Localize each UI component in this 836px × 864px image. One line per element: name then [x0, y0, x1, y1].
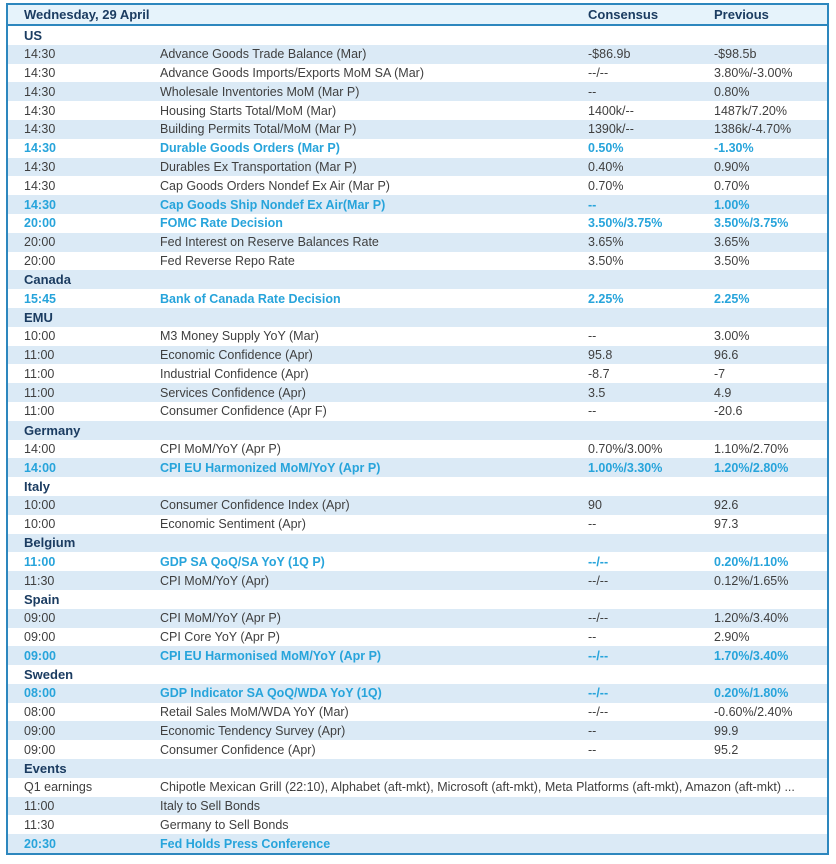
consensus-cell: 90 [588, 498, 602, 513]
consensus-cell: 0.70%/3.00% [588, 441, 663, 456]
table-row [8, 684, 827, 703]
consensus-cell: --/-- [588, 686, 609, 701]
consensus-header: Consensus [588, 7, 659, 22]
table-row [8, 120, 827, 139]
economic-calendar-table [6, 3, 829, 855]
section-header-row [8, 26, 827, 45]
section-header-row [8, 534, 827, 553]
table-row [8, 252, 827, 271]
time-cell: 11:00 [24, 404, 55, 419]
time-cell: 11:00 [24, 366, 55, 381]
consensus-cell: -$86.9b [588, 47, 631, 62]
section-name: Sweden [24, 666, 74, 682]
table-row [8, 609, 827, 628]
event-cell: Fed Interest on Reserve Balances Rate [160, 235, 379, 250]
event-cell: Durable Goods Orders (Mar P) [160, 141, 340, 156]
event-cell: Services Confidence (Apr) [160, 385, 306, 400]
consensus-cell: --/-- [588, 705, 609, 720]
previous-cell: 1487k/7.20% [714, 103, 787, 118]
event-cell: Cap Goods Orders Nondef Ex Air (Mar P) [160, 178, 390, 193]
consensus-cell: -- [588, 84, 597, 99]
event-cell: Advance Goods Imports/Exports MoM SA (Mar) [160, 65, 424, 80]
table-row [8, 815, 827, 834]
previous-cell: 1.00% [714, 197, 750, 212]
time-cell: 10:00 [24, 329, 56, 344]
consensus-cell: -- [588, 742, 597, 757]
table-header-row [8, 5, 827, 26]
table-row [8, 82, 827, 101]
time-cell: 08:00 [24, 686, 56, 701]
section-name: EMU [24, 309, 53, 325]
previous-cell: 0.90% [714, 159, 750, 174]
consensus-cell: 2.25% [588, 291, 624, 306]
event-cell: Industrial Confidence (Apr) [160, 366, 309, 381]
event-cell: CPI MoM/YoY (Apr) [160, 573, 270, 588]
table-row [8, 289, 827, 308]
table-row [8, 797, 827, 816]
consensus-cell: 3.65% [588, 235, 624, 250]
time-cell: 20:30 [24, 836, 56, 851]
time-cell: 14:30 [24, 65, 56, 80]
time-cell: 20:00 [24, 253, 56, 268]
time-cell: 09:00 [24, 611, 56, 626]
table-row [8, 703, 827, 722]
consensus-cell: -- [588, 329, 597, 344]
previous-cell: 3.00% [714, 329, 750, 344]
event-cell: Consumer Confidence (Apr) [160, 742, 316, 757]
consensus-cell: --/-- [588, 611, 609, 626]
consensus-cell: -8.7 [588, 366, 610, 381]
event-cell: Economic Sentiment (Apr) [160, 517, 306, 532]
table-row [8, 139, 827, 158]
time-cell: 14:30 [24, 159, 56, 174]
table-row [8, 458, 827, 477]
event-cell: CPI EU Harmonised MoM/YoY (Apr P) [160, 648, 382, 663]
table-row [8, 496, 827, 515]
consensus-cell: -- [588, 723, 597, 738]
table-row [8, 346, 827, 365]
previous-cell: -7 [714, 366, 726, 381]
consensus-cell: --/-- [588, 554, 609, 569]
section-header-row [8, 421, 827, 440]
section-name: Canada [24, 272, 71, 288]
time-cell: 14:30 [24, 178, 56, 193]
event-cell: Fed Reverse Repo Rate [160, 253, 295, 268]
event-cell: Italy to Sell Bonds [160, 799, 261, 814]
event-cell: M3 Money Supply YoY (Mar) [160, 329, 319, 344]
table-row [8, 571, 827, 590]
time-cell: 15:45 [24, 291, 56, 306]
time-cell: 11:00 [24, 385, 55, 400]
table-body [8, 26, 827, 853]
previous-cell: 1.20%/3.40% [714, 611, 789, 626]
consensus-cell: 0.50% [588, 141, 624, 156]
time-cell: 14:30 [24, 122, 56, 137]
time-cell: Q1 earnings [24, 780, 93, 795]
time-cell: 14:00 [24, 441, 56, 456]
consensus-cell: 1390k/-- [588, 122, 634, 137]
table-row [8, 214, 827, 233]
time-cell: 11:30 [24, 817, 55, 832]
consensus-cell: -- [588, 629, 597, 644]
table-row [8, 402, 827, 421]
consensus-cell: 0.40% [588, 159, 624, 174]
time-cell: 09:00 [24, 723, 56, 738]
previous-cell: 99.9 [714, 723, 739, 738]
table-row [8, 778, 827, 797]
section-name: Italy [24, 479, 51, 495]
consensus-cell: --/-- [588, 648, 609, 663]
previous-cell: 3.50% [714, 253, 750, 268]
event-cell: Consumer Confidence (Apr F) [160, 404, 327, 419]
event-cell: GDP SA QoQ/SA YoY (1Q P) [160, 554, 325, 569]
section-header-row [8, 477, 827, 496]
event-cell: Economic Confidence (Apr) [160, 347, 313, 362]
event-cell: Cap Goods Ship Nondef Ex Air(Mar P) [160, 197, 386, 212]
event-cell: Economic Tendency Survey (Apr) [160, 723, 346, 738]
previous-cell: -1.30% [714, 141, 754, 156]
event-cell: GDP Indicator SA QoQ/WDA YoY (1Q) [160, 686, 382, 701]
time-cell: 09:00 [24, 648, 56, 663]
table-row [8, 64, 827, 83]
event-cell: Bank of Canada Rate Decision [160, 291, 341, 306]
previous-cell: 1.70%/3.40% [714, 648, 789, 663]
table-row [8, 740, 827, 759]
table-row [8, 45, 827, 64]
table-row [8, 364, 827, 383]
consensus-cell: --/-- [588, 573, 609, 588]
event-cell: CPI MoM/YoY (Apr P) [160, 611, 281, 626]
section-header-row [8, 590, 827, 609]
consensus-cell: -- [588, 517, 597, 532]
consensus-cell: 3.5 [588, 385, 606, 400]
consensus-cell: 3.50%/3.75% [588, 216, 663, 231]
time-cell: 20:00 [24, 235, 56, 250]
section-name: Belgium [24, 535, 76, 551]
event-cell: Fed Holds Press Conference [160, 836, 331, 851]
time-cell: 11:00 [24, 554, 56, 569]
event-cell: Housing Starts Total/MoM (Mar) [160, 103, 337, 118]
time-cell: 11:00 [24, 799, 55, 814]
event-cell: CPI EU Harmonized MoM/YoY (Apr P) [160, 460, 381, 475]
previous-cell: 95.2 [714, 742, 739, 757]
previous-cell: 92.6 [714, 498, 739, 513]
section-name: Germany [24, 422, 81, 438]
consensus-cell: --/-- [588, 65, 609, 80]
previous-cell: -20.6 [714, 404, 743, 419]
time-cell: 14:30 [24, 197, 56, 212]
consensus-cell: 1400k/-- [588, 103, 634, 118]
previous-cell: 2.90% [714, 629, 750, 644]
section-header-row [8, 759, 827, 778]
consensus-cell: -- [588, 404, 597, 419]
time-cell: 09:00 [24, 742, 56, 757]
event-cell: CPI Core YoY (Apr P) [160, 629, 280, 644]
previous-cell: 0.12%/1.65% [714, 573, 789, 588]
previous-cell: 3.80%/-3.00% [714, 65, 793, 80]
time-cell: 14:30 [24, 84, 56, 99]
previous-cell: 2.25% [714, 291, 750, 306]
previous-cell: 1.10%/2.70% [714, 441, 789, 456]
table-row [8, 233, 827, 252]
table-row [8, 327, 827, 346]
event-cell: Durables Ex Transportation (Mar P) [160, 159, 357, 174]
previous-cell: 0.70% [714, 178, 750, 193]
time-cell: 08:00 [24, 705, 56, 720]
time-cell: 11:00 [24, 347, 55, 362]
event-cell: Chipotle Mexican Grill (22:10), Alphabet (aft-mkt), Microsoft (aft-mkt), Meta Platforms (aft-mkt), Amazon (aft-mkt) ... [160, 780, 795, 795]
table-row [8, 383, 827, 402]
time-cell: 11:30 [24, 573, 55, 588]
event-cell: FOMC Rate Decision [160, 216, 283, 231]
event-cell: Retail Sales MoM/WDA YoY (Mar) [160, 705, 349, 720]
table-row [8, 515, 827, 534]
previous-cell: 97.3 [714, 517, 739, 532]
table-row [8, 834, 827, 853]
time-cell: 14:00 [24, 460, 56, 475]
previous-cell: -0.60%/2.40% [714, 705, 793, 720]
consensus-cell: 95.8 [588, 347, 613, 362]
section-name: Spain [24, 591, 60, 607]
event-cell: Consumer Confidence Index (Apr) [160, 498, 350, 513]
previous-cell: 3.50%/3.75% [714, 216, 789, 231]
table-row [8, 440, 827, 459]
previous-cell: 0.80% [714, 84, 750, 99]
section-name: US [24, 27, 43, 43]
section-header-row [8, 308, 827, 327]
time-cell: 09:00 [24, 629, 56, 644]
section-header-row [8, 665, 827, 684]
time-cell: 20:00 [24, 216, 56, 231]
table-row [8, 552, 827, 571]
table-row [8, 195, 827, 214]
time-cell: 10:00 [24, 498, 56, 513]
previous-cell: 0.20%/1.80% [714, 686, 789, 701]
table-row [8, 158, 827, 177]
table-row [8, 721, 827, 740]
consensus-cell: 1.00%/3.30% [588, 460, 663, 475]
time-cell: 14:30 [24, 47, 56, 62]
time-cell: 14:30 [24, 141, 56, 156]
section-header-row [8, 270, 827, 289]
time-cell: 10:00 [24, 517, 56, 532]
event-cell: Advance Goods Trade Balance (Mar) [160, 47, 367, 62]
previous-cell: -$98.5b [714, 47, 757, 62]
previous-header: Previous [714, 7, 769, 22]
event-cell: Wholesale Inventories MoM (Mar P) [160, 84, 360, 99]
event-cell: Building Permits Total/MoM (Mar P) [160, 122, 357, 137]
previous-cell: 1.20%/2.80% [714, 460, 789, 475]
consensus-cell: 3.50% [588, 253, 624, 268]
date-header: Wednesday, 29 April [24, 7, 150, 22]
table-row [8, 628, 827, 647]
time-cell: 14:30 [24, 103, 56, 118]
previous-cell: 1386k/-4.70% [714, 122, 792, 137]
event-cell: Germany to Sell Bonds [160, 817, 289, 832]
previous-cell: 0.20%/1.10% [714, 554, 789, 569]
section-name: Events [24, 760, 67, 776]
previous-cell: 96.6 [714, 347, 739, 362]
event-cell: CPI MoM/YoY (Apr P) [160, 441, 281, 456]
consensus-cell: -- [588, 197, 597, 212]
table-row [8, 176, 827, 195]
consensus-cell: 0.70% [588, 178, 624, 193]
table-row [8, 646, 827, 665]
table-row [8, 101, 827, 120]
previous-cell: 4.9 [714, 385, 732, 400]
previous-cell: 3.65% [714, 235, 750, 250]
